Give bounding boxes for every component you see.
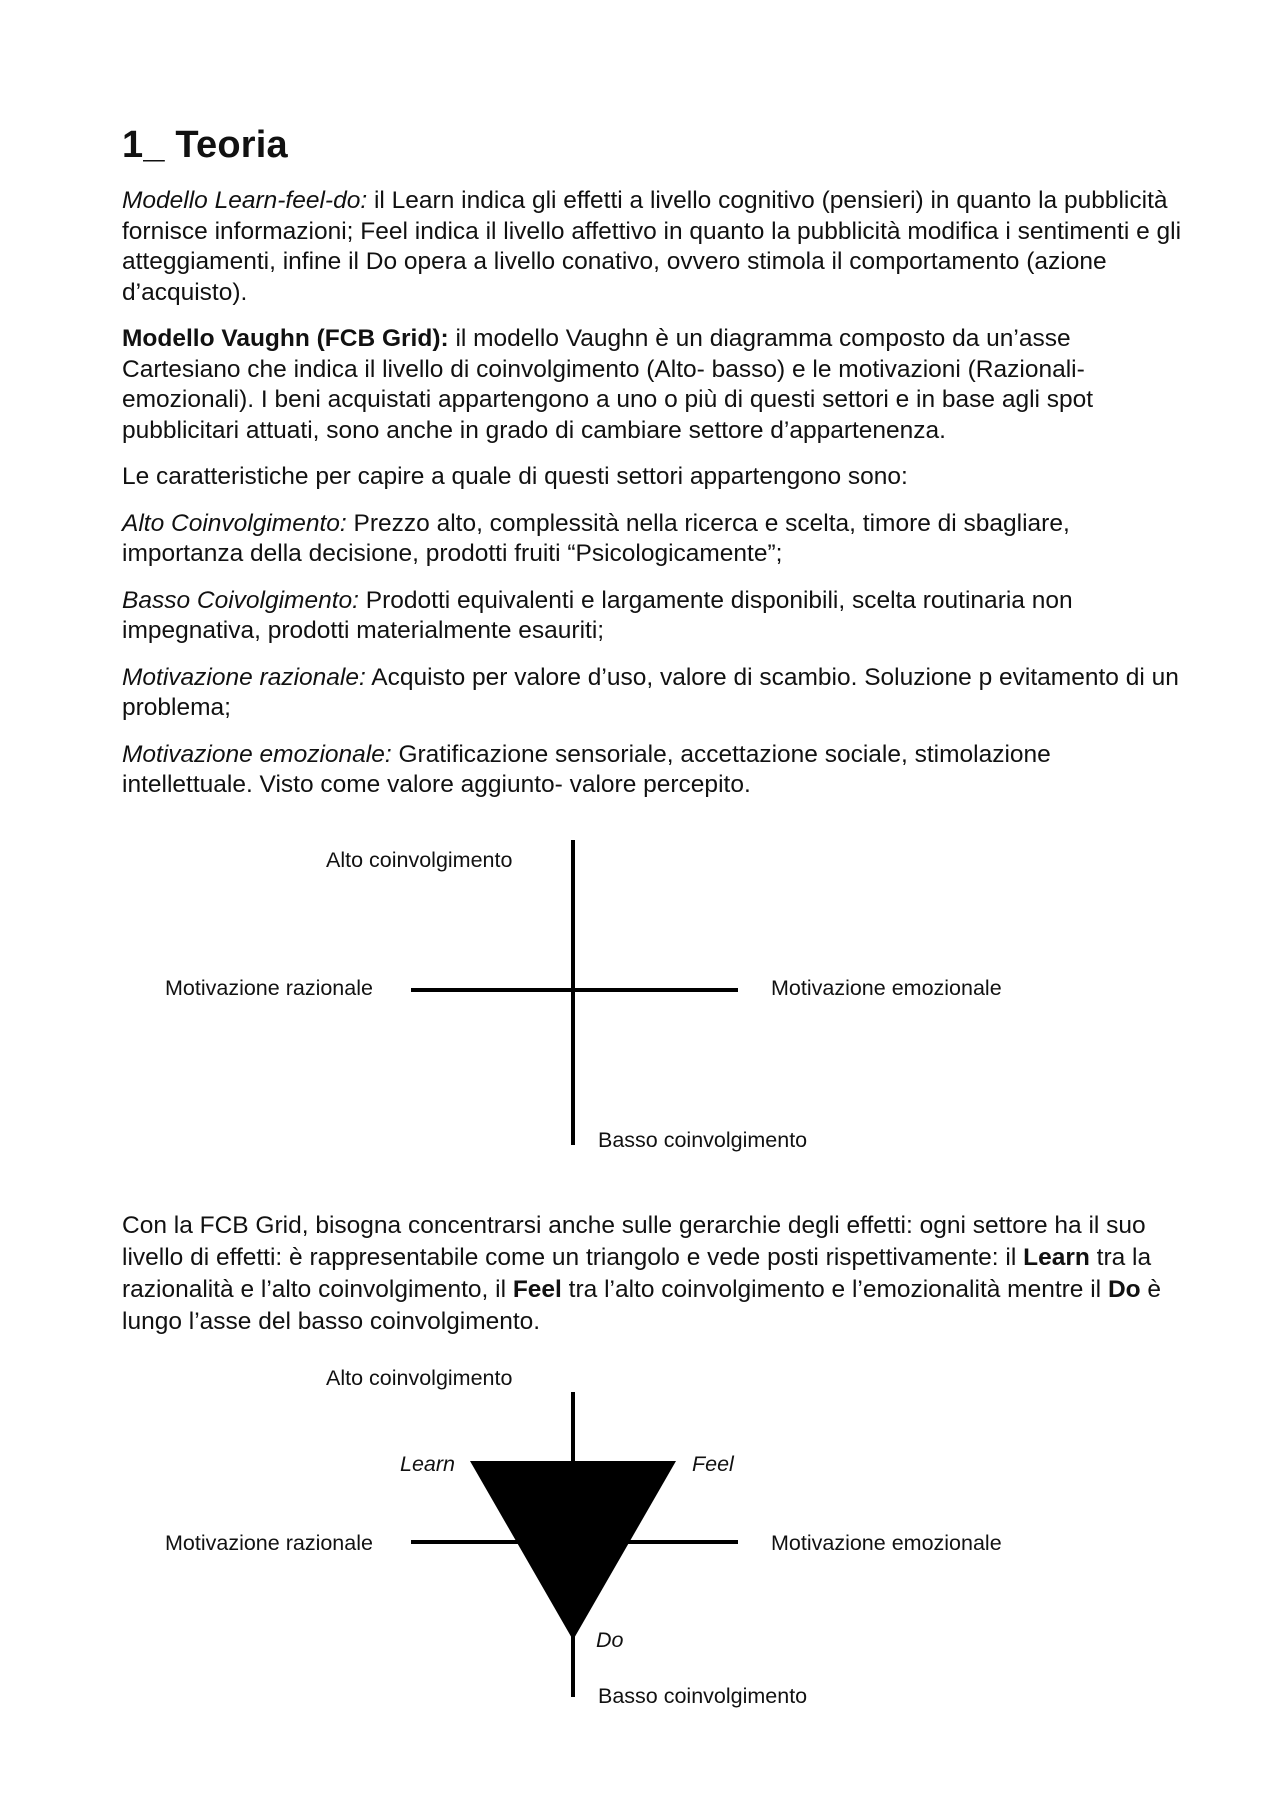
- label-basso-coinvolgimento: Basso coinvolgimento: [598, 1684, 808, 1708]
- paragraph-emozionale: Motivazione emozionale: Gratificazione sensoriale, accettazione sociale, stimolazione intellettuale. Visto come valore aggiunto- valore percepito.: [122, 740, 1051, 798]
- label-learn: Learn: [400, 1452, 455, 1476]
- page-title: 1_ Teoria: [122, 124, 288, 166]
- label-feel: Feel: [692, 1452, 734, 1476]
- paragraph-basso: Basso Coivolgimento: Prodotti equivalenti e largamente disponibili, scelta routinaria non impegnativa, prodotti materialmente esauriti;: [122, 586, 1073, 644]
- paragraph-label: Basso Coivolgimento:: [122, 586, 359, 614]
- paragraph-razionale: Motivazione razionale: Acquisto per valore d’uso, valore di scambio. Soluzione p evitamento di un problema;: [122, 663, 1179, 721]
- paragraph-learn-feel-do: Modello Learn-feel-do: il Learn indica gli effetti a livello cognitivo (pensieri) in quanto la pubblicità fornisce informazioni; Feel indica il livello affettivo in quanto la pubblicità modifica i sentimenti e gli atteggiamenti, infine il Do opera a livello conativo, ovvero stimola il comportamento (azione d’acquisto).: [122, 187, 1182, 306]
- label-alto-coinvolgimento: Alto coinvolgimento: [326, 848, 513, 872]
- paragraph-vaughn: Modello Vaughn (FCB Grid): il modello Vaughn è un diagramma composto da un’asse Cartesiano che indica il livello di coinvolgimento (Alto- basso) e le motivazioni (Razionali-emozionali). I beni acquistati appartengono a uno o più di questi settori e in base agli spot pubblicitari attuati, sono anche in grado di cambiare settore d’appartenenza.: [122, 325, 1094, 444]
- paragraph-characteristics: Le caratteristiche per capire a quale di questi settori appartengono sono:: [122, 463, 908, 490]
- paragraph-label: Motivazione razionale:: [122, 663, 366, 691]
- learn-feel-do-triangle: [470, 1461, 676, 1640]
- label-motivazione-razionale: Motivazione razionale: [165, 976, 373, 1000]
- label-motivazione-emozionale: Motivazione emozionale: [771, 1531, 1002, 1555]
- paragraph-alto: Alto Coinvolgimento: Prezzo alto, complessità nella ricerca e scelta, timore di sbagliare, importanza della decisione, prodotti fruiti “Psicologicamente”;: [122, 509, 1070, 567]
- paragraph-label: Modello Learn-feel-do:: [122, 187, 368, 214]
- label-alto-coinvolgimento: Alto coinvolgimento: [326, 1366, 513, 1390]
- paragraph-hierarchy: Con la FCB Grid, bisogna concentrarsi anche sulle gerarchie degli effetti: ogni settore ha il suo livello di effetti: è rappresentabile come un triangolo e vede posti rispettivamente: il Learn tra la razionalità e l’alto coinvolgimento, il Feel tra l’alto coinvolgimento e l’emozionalità mentre il Do è lungo l’asse del basso coinvolgimento.: [122, 1212, 1162, 1335]
- label-do: Do: [596, 1628, 624, 1652]
- label-motivazione-emozionale: Motivazione emozionale: [771, 976, 1002, 1000]
- label-basso-coinvolgimento: Basso coinvolgimento: [598, 1128, 808, 1152]
- label-motivazione-razionale: Motivazione razionale: [165, 1531, 373, 1555]
- paragraph-label: Modello Vaughn (FCB Grid):: [122, 325, 449, 352]
- paragraph-label: Motivazione emozionale:: [122, 740, 392, 768]
- paragraph-label: Alto Coinvolgimento:: [122, 509, 347, 537]
